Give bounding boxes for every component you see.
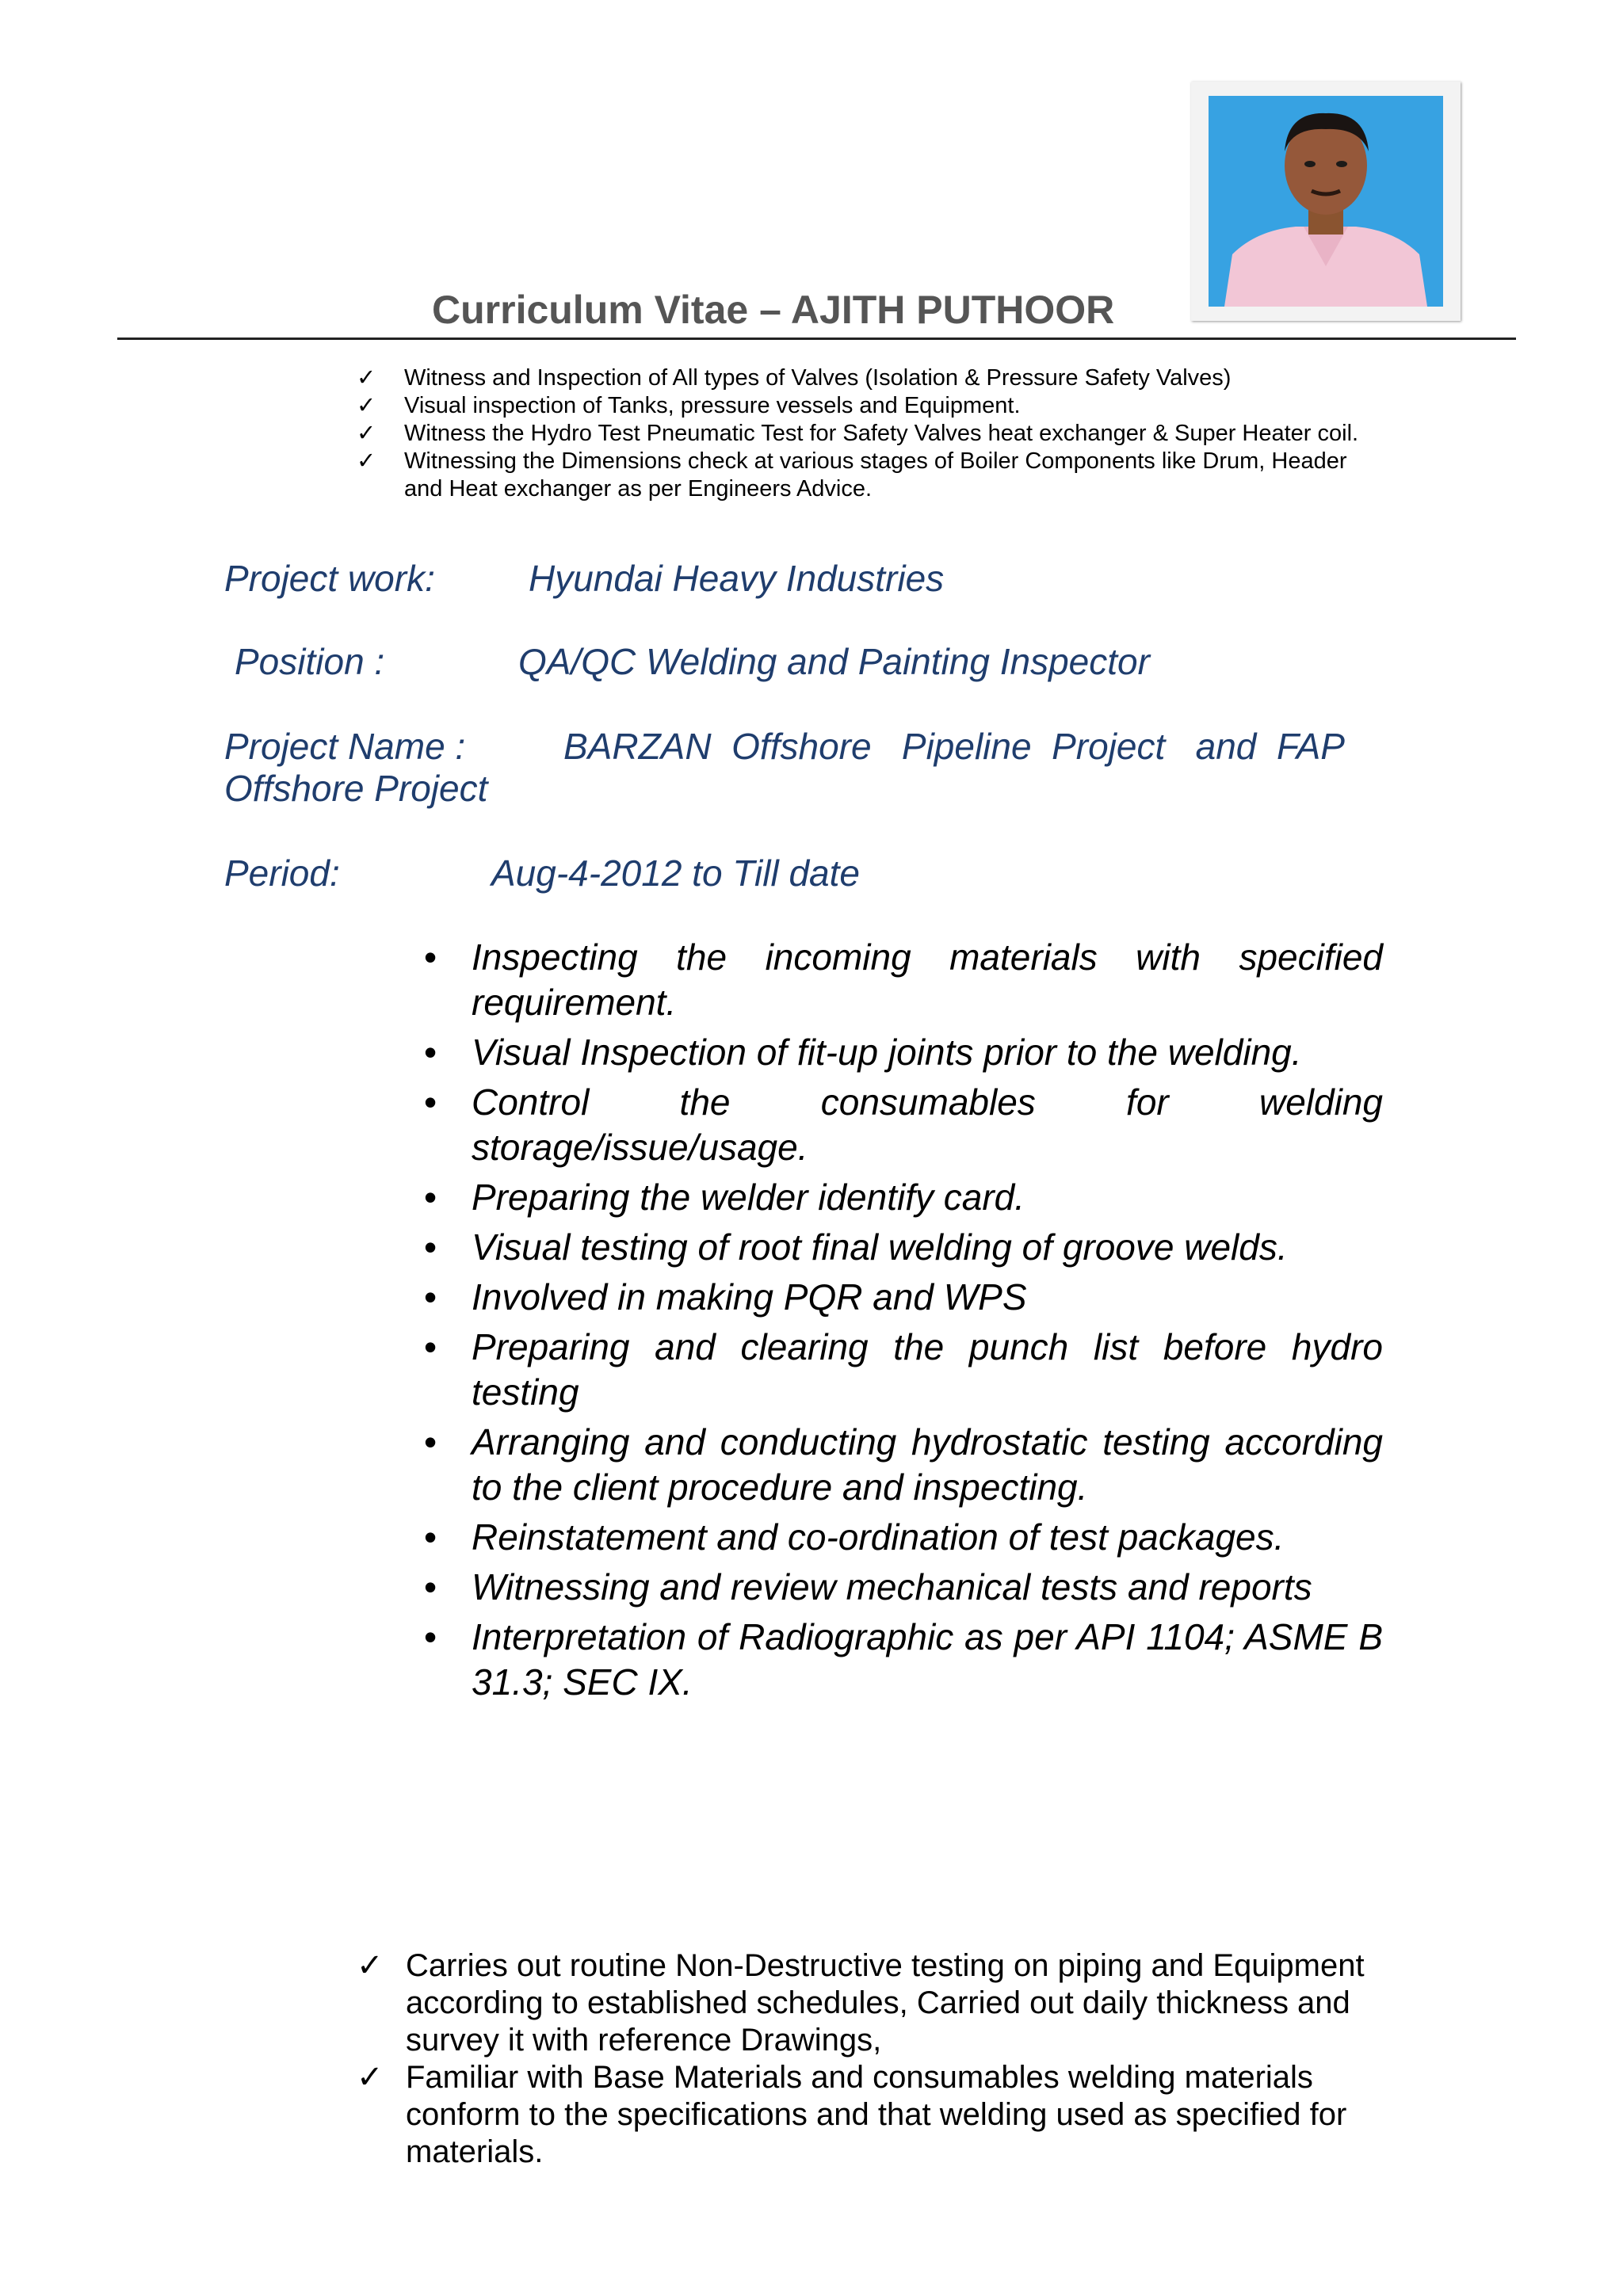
list-item (357, 1947, 1387, 2059)
project-work-label: Project work: (224, 558, 435, 599)
check-mark-icon: ✓ (357, 421, 376, 446)
list-item-text: Arranging and conducting hydrostatic testing according to the client procedure and inspecting. (472, 1421, 1383, 1508)
bullet-icon: • (424, 1177, 437, 1218)
list-item-text: Familiar with Base Materials and consumables welding materials conform to the specifications and that welding used as specified for materials. (406, 2060, 1347, 2169)
list-item-text: Visual testing of root final welding of groove welds. (472, 1226, 1288, 1268)
list-item (424, 1225, 1383, 1270)
bottom-checklist (357, 1947, 1387, 2171)
list-item (357, 392, 1387, 420)
list-item (424, 1080, 1383, 1170)
check-mark-icon: ✓ (357, 393, 376, 418)
list-item (424, 1615, 1383, 1705)
responsibilities-list (424, 935, 1383, 1710)
list-item-text: Preparing the welder identify card. (472, 1177, 1025, 1218)
list-item-text: Carries out routine Non-Destructive testing on piping and Equipment according to established schedules, Carried out daily thickness and survey it with reference Drawings, (406, 1948, 1365, 2058)
project-name-label: Project Name : (224, 726, 466, 767)
list-item (424, 935, 1383, 1025)
bullet-icon: • (424, 1226, 437, 1268)
list-item (424, 1325, 1383, 1415)
check-mark-icon: ✓ (357, 2060, 384, 2095)
bullet-icon: • (424, 1421, 437, 1463)
list-item (424, 1175, 1383, 1220)
list-item-text: Reinstatement and co-ordination of test packages. (472, 1516, 1285, 1558)
bullet-icon: • (424, 1566, 437, 1608)
list-item-text: Visual inspection of Tanks, pressure vessels and Equipment. (404, 393, 1021, 418)
list-item-text: Inspecting the incoming materials with specified requirement. (472, 936, 1383, 1023)
list-item-text: Interpretation of Radiographic as per API 1104; ASME B 31.3; SEC IX. (472, 1616, 1383, 1703)
list-item-text: Witness and Inspection of All types of Valves (Isolation & Pressure Safety Valves) (404, 365, 1232, 391)
bullet-icon: • (424, 1032, 437, 1073)
bullet-icon: • (424, 1326, 437, 1367)
period-label: Period: (224, 852, 340, 894)
position-value: QA/QC Welding and Painting Inspector (518, 641, 1150, 682)
list-item-text: Control the consumables for welding storage/issue/usage. (472, 1081, 1383, 1168)
bullet-icon: • (424, 1081, 437, 1123)
list-item (357, 2059, 1387, 2171)
bullet-icon: • (424, 1616, 437, 1657)
profile-photo (1209, 96, 1443, 307)
period-value: Aug-4-2012 to Till date (491, 852, 860, 894)
project-name-value: BARZAN Offshore Pipeline Project and FAP (563, 726, 1345, 767)
list-item-text: Visual Inspection of fit-up joints prior to the welding. (472, 1032, 1302, 1073)
check-mark-icon: ✓ (357, 1948, 384, 1983)
list-item-text: Involved in making PQR and WPS (472, 1276, 1027, 1318)
bullet-icon: • (424, 1276, 437, 1318)
list-item-text: Witnessing and review mechanical tests and reports (472, 1566, 1312, 1608)
list-item-text: Witness the Hydro Test Pneumatic Test for Safety Valves heat exchanger & Super Heater coil. (404, 421, 1359, 446)
profile-photo-frame (1191, 82, 1461, 321)
list-item-text: Witnessing the Dimensions check at various stages of Boiler Components like Drum, Header and Heat exchanger as per Engineers Advice. (404, 448, 1347, 502)
check-mark-icon: ✓ (357, 448, 376, 474)
list-item (357, 448, 1387, 503)
project-work-value: Hyundai Heavy Industries (529, 558, 945, 599)
list-item (424, 1030, 1383, 1075)
check-mark-icon: ✓ (357, 365, 376, 391)
list-item (424, 1420, 1383, 1510)
person-portrait-icon (1209, 96, 1443, 307)
bullet-icon: • (424, 936, 437, 978)
page-title: Curriculum Vitae – AJITH PUTHOOR (432, 288, 1115, 332)
top-checklist (357, 364, 1387, 503)
list-item (357, 364, 1387, 392)
project-name-value-continued: Offshore Project (224, 768, 488, 809)
list-item-text: Preparing and clearing the punch list before hydro testing (472, 1326, 1383, 1413)
list-item (424, 1565, 1383, 1610)
list-item (424, 1515, 1383, 1560)
bullet-icon: • (424, 1516, 437, 1558)
title-divider (117, 338, 1516, 340)
list-item (357, 420, 1387, 448)
list-item (424, 1275, 1383, 1320)
position-label: Position : (235, 641, 385, 682)
